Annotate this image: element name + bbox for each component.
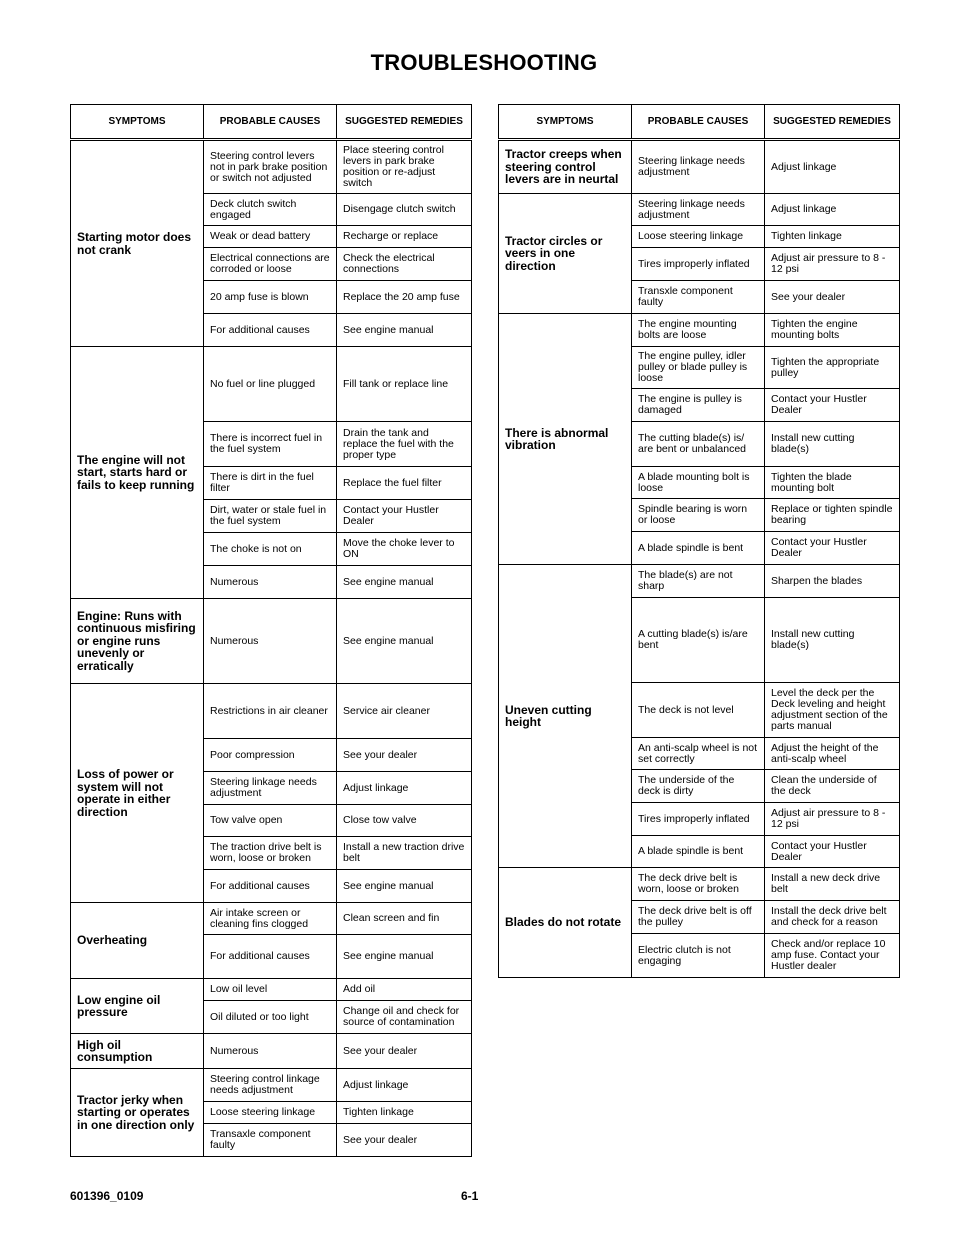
remedy-cell: Add oil [337,979,472,1001]
remedy-cell: Tighten the blade mounting bolt [765,467,900,499]
cause-cell: A blade spindle is bent [632,836,765,868]
cause-cell: A blade spindle is bent [632,532,765,565]
cause-cell: Loose steering linkage [204,1102,337,1124]
remedy-cell: Contact your Hustler Dealer [765,389,900,422]
remedy-cell: Sharpen the blades [765,565,900,598]
cause-cell: Oil diluted or too light [204,1001,337,1034]
remedy-cell: Tighten linkage [337,1102,472,1124]
remedy-cell: Adjust the height of the anti-scalp wheel [765,738,900,770]
remedy-cell: Adjust linkage [337,772,472,805]
remedy-cell: Install new cutting blade(s) [765,422,900,467]
symptom-cell: Tractor circles or veers in one direction [499,194,632,314]
cause-cell: Low oil level [204,979,337,1001]
cause-cell: The deck is not level [632,683,765,738]
symptom-cell: Tractor jerky when starting or operates in one direction only [71,1069,204,1157]
cause-cell: The traction drive belt is worn, loose or broken [204,837,337,870]
table-header-row [499,105,900,140]
remedy-cell: Contact your Hustler Dealer [765,836,900,868]
cause-cell: The underside of the deck is dirty [632,770,765,803]
cause-cell: A cutting blade(s) is/are bent [632,598,765,683]
remedy-cell: Replace or tighten spindle bearing [765,499,900,532]
remedy-cell: Check the electrical connections [337,248,472,281]
cause-cell: Dirt, water or stale fuel in the fuel system [204,500,337,533]
cause-cell: Weak or dead battery [204,226,337,248]
cause-cell: A blade mounting bolt is loose [632,467,765,499]
table-row [71,1069,472,1102]
remedy-cell: Clean the underside of the deck [765,770,900,803]
table-row [499,565,900,598]
cause-cell: The choke is not on [204,533,337,566]
remedy-cell: See engine manual [337,870,472,903]
header-symptoms: SYMPTOMS [499,105,632,140]
cause-cell: Numerous [204,1034,337,1069]
symptom-cell: Uneven cutting height [499,565,632,868]
remedy-cell: Contact your Hustler Dealer [337,500,472,533]
cause-cell: An anti-scalp wheel is not set correctly [632,738,765,770]
remedy-cell: Tighten the appropriate pulley [765,347,900,389]
cause-cell: The engine is pulley is damaged [632,389,765,422]
cause-cell: Poor compression [204,739,337,772]
remedy-cell: Disengage clutch switch [337,194,472,226]
cause-cell: The engine mounting bolts are loose [632,314,765,347]
remedy-cell: Recharge or replace [337,226,472,248]
page-title: TROUBLESHOOTING [370,50,598,75]
remedy-cell: See engine manual [337,935,472,979]
remedy-cell: Install a new traction drive belt [337,837,472,870]
symptom-cell: Starting motor does not crank [71,140,204,347]
remedy-cell: Adjust linkage [765,140,900,194]
remedy-cell: Drain the tank and replace the fuel with the proper type [337,422,472,467]
cause-cell: Spindle bearing is worn or loose [632,499,765,532]
remedy-cell: Place steering control levers in park brake position or re-adjust switch [337,140,472,194]
cause-cell: For additional causes [204,314,337,347]
remedy-cell: Change oil and check for source of contamination [337,1001,472,1034]
cause-cell: Steering control levers not in park brake position or switch not adjusted [204,140,337,194]
remedy-cell: Service air cleaner [337,684,472,739]
cause-cell: There is incorrect fuel in the fuel system [204,422,337,467]
table-row [71,599,472,684]
cause-cell: For additional causes [204,935,337,979]
remedy-cell: See engine manual [337,566,472,599]
cause-cell: Tires improperly inflated [632,248,765,281]
remedy-cell: See engine manual [337,599,472,684]
troubleshooting-table-left [70,104,472,1157]
header-causes: PROBABLE CAUSES [632,105,765,140]
cause-cell: There is dirt in the fuel filter [204,467,337,500]
symptom-cell: Overheating [71,903,204,979]
cause-cell: Transaxle component faulty [204,1124,337,1157]
page-number: 6-1 [461,1189,479,1203]
cause-cell: Tow valve open [204,805,337,837]
cause-cell: Transxle component faulty [632,281,765,314]
cause-cell: No fuel or line plugged [204,347,337,422]
table-row [499,314,900,347]
symptom-cell: Low engine oil pressure [71,979,204,1034]
cause-cell: The deck drive belt is worn, loose or broken [632,868,765,901]
cause-cell: Tires improperly inflated [632,803,765,836]
remedy-cell: Adjust air pressure to 8 - 12 psi [765,803,900,836]
table-row [499,140,900,194]
left-table-body [71,105,472,1157]
cause-cell: The engine pulley, idler pulley or blade pulley is loose [632,347,765,389]
remedy-cell: Adjust linkage [337,1069,472,1102]
table-row [499,194,900,226]
cause-cell: Steering linkage needs adjustment [204,772,337,805]
table-row [71,684,472,739]
remedy-cell: Adjust air pressure to 8 - 12 psi [765,248,900,281]
cause-cell: Numerous [204,566,337,599]
table-row [71,1034,472,1069]
header-symptoms: SYMPTOMS [71,105,204,140]
table-header-row [71,105,472,140]
remedy-cell: Install the deck drive belt and check for a reason [765,901,900,934]
remedy-cell: Replace the 20 amp fuse [337,281,472,314]
cause-cell: Deck clutch switch engaged [204,194,337,226]
right-table-body [499,105,900,978]
cause-cell: Loose steering linkage [632,226,765,248]
remedy-cell: See your dealer [337,1124,472,1157]
remedy-cell: Close tow valve [337,805,472,837]
header-causes: PROBABLE CAUSES [204,105,337,140]
remedy-cell: Check and/or replace 10 amp fuse. Contact your Hustler dealer [765,934,900,978]
cause-cell: Air intake screen or cleaning fins clogged [204,903,337,935]
cause-cell: Steering control linkage needs adjustment [204,1069,337,1102]
remedy-cell: Replace the fuel filter [337,467,472,500]
table-row [71,903,472,935]
table-row [71,979,472,1001]
table-row [499,868,900,901]
remedy-cell: See your dealer [337,739,472,772]
remedy-cell: Adjust linkage [765,194,900,226]
symptom-cell: There is abnormal vibration [499,314,632,565]
document-number: 601396_0109 [70,1189,144,1203]
remedy-cell: Install a new deck drive belt [765,868,900,901]
remedy-cell: Tighten the engine mounting bolts [765,314,900,347]
remedy-cell: See your dealer [337,1034,472,1069]
symptom-cell: Engine: Runs with continuous misfiring or engine runs unevenly or erratically [71,599,204,684]
remedy-cell: Move the choke lever to ON [337,533,472,566]
remedy-cell: Tighten linkage [765,226,900,248]
header-remedies: SUGGESTED REMEDIES [765,105,900,140]
remedy-cell: Contact your Hustler Dealer [765,532,900,565]
symptom-cell: Blades do not rotate [499,868,632,978]
cause-cell: Electric clutch is not engaging [632,934,765,978]
cause-cell: Electrical connections are corroded or loose [204,248,337,281]
symptom-cell: The engine will not start, starts hard or fails to keep running [71,347,204,599]
cause-cell: 20 amp fuse is blown [204,281,337,314]
cause-cell: The cutting blade(s) is/ are bent or unbalanced [632,422,765,467]
table-row [71,140,472,194]
remedy-cell: Level the deck per the Deck leveling and height adjustment section of the parts manual [765,683,900,738]
cause-cell: Restrictions in air cleaner [204,684,337,739]
remedy-cell: Install new cutting blade(s) [765,598,900,683]
cause-cell: Numerous [204,599,337,684]
symptom-cell: High oil consumption [71,1034,204,1069]
symptom-cell: Loss of power or system will not operate in either direction [71,684,204,903]
cause-cell: The blade(s) are not sharp [632,565,765,598]
cause-cell: Steering linkage needs adjustment [632,194,765,226]
symptom-cell: Tractor creeps when steering control levers are in neurtal [499,140,632,194]
remedy-cell: See your dealer [765,281,900,314]
troubleshooting-table-right [498,104,900,978]
remedy-cell: Clean screen and fin [337,903,472,935]
cause-cell: The deck drive belt is off the pulley [632,901,765,934]
table-row [71,347,472,422]
cause-cell: Steering linkage needs adjustment [632,140,765,194]
remedy-cell: See engine manual [337,314,472,347]
cause-cell: For additional causes [204,870,337,903]
header-remedies: SUGGESTED REMEDIES [337,105,472,140]
remedy-cell: Fill tank or replace line [337,347,472,422]
